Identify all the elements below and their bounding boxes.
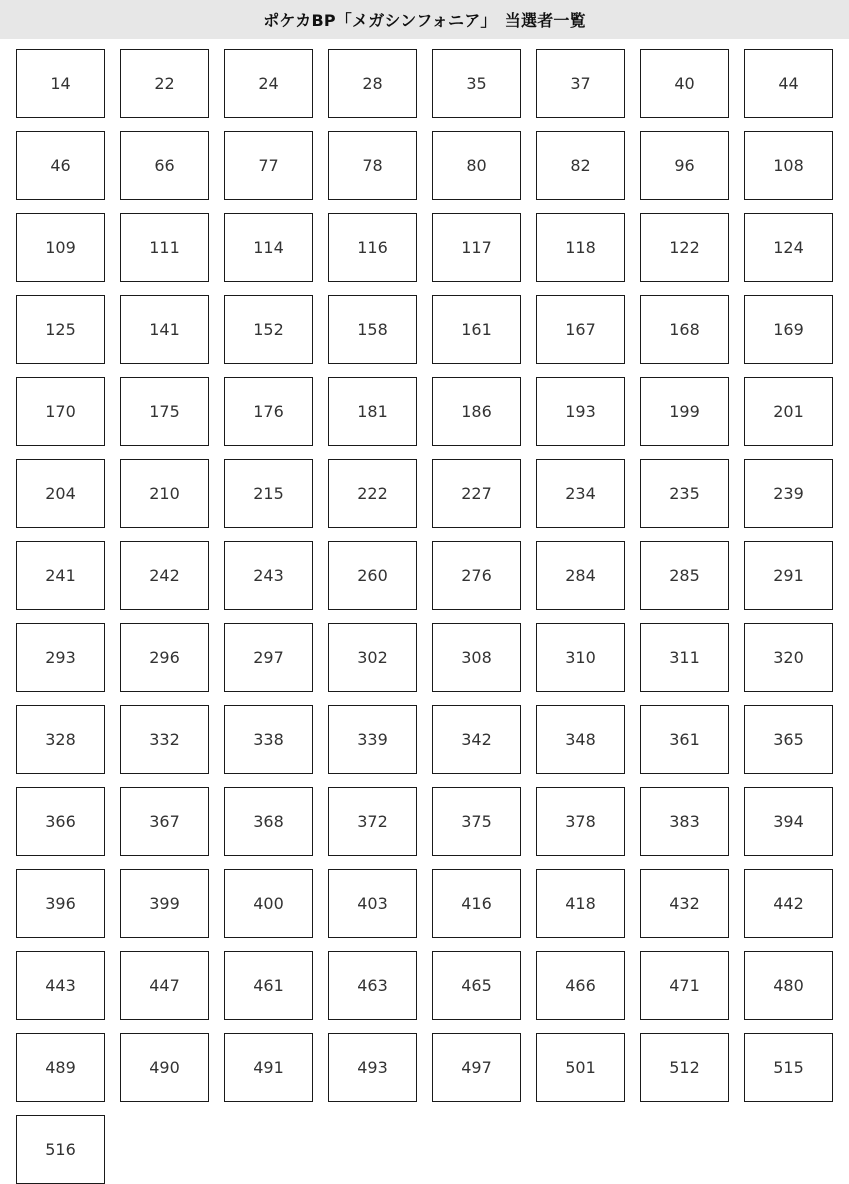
winner-number-cell: 241 xyxy=(16,541,105,610)
page-header xyxy=(0,0,849,39)
winner-number-cell: 491 xyxy=(224,1033,313,1102)
winner-number-cell: 78 xyxy=(328,131,417,200)
winner-number-cell: 497 xyxy=(432,1033,521,1102)
winner-number-cell: 141 xyxy=(120,295,209,364)
winner-number-cell: 210 xyxy=(120,459,209,528)
winner-number-cell: 399 xyxy=(120,869,209,938)
winner-number-cell: 443 xyxy=(16,951,105,1020)
winner-number-cell: 339 xyxy=(328,705,417,774)
winner-number-cell: 367 xyxy=(120,787,209,856)
winner-number-cell: 158 xyxy=(328,295,417,364)
winner-number-cell: 361 xyxy=(640,705,729,774)
winner-number-cell: 396 xyxy=(16,869,105,938)
winner-number-cell: 170 xyxy=(16,377,105,446)
winner-number-cell: 114 xyxy=(224,213,313,282)
winner-number-cell: 501 xyxy=(536,1033,625,1102)
winner-number-cell: 383 xyxy=(640,787,729,856)
winner-number-cell: 46 xyxy=(16,131,105,200)
winner-number-cell: 215 xyxy=(224,459,313,528)
winner-number-cell: 375 xyxy=(432,787,521,856)
winner-number-cell: 167 xyxy=(536,295,625,364)
winner-number-cell: 243 xyxy=(224,541,313,610)
winner-number-cell: 124 xyxy=(744,213,833,282)
winner-number-cell: 44 xyxy=(744,49,833,118)
winner-number-cell: 418 xyxy=(536,869,625,938)
winner-number-cell: 466 xyxy=(536,951,625,1020)
winner-number-cell: 297 xyxy=(224,623,313,692)
winner-number-cell: 186 xyxy=(432,377,521,446)
winner-number-cell: 14 xyxy=(16,49,105,118)
winner-number-cell: 463 xyxy=(328,951,417,1020)
winner-number-cell: 199 xyxy=(640,377,729,446)
winner-number-cell: 493 xyxy=(328,1033,417,1102)
winner-number-cell: 342 xyxy=(432,705,521,774)
winner-number-cell: 35 xyxy=(432,49,521,118)
winner-number-cell: 37 xyxy=(536,49,625,118)
winner-number-cell: 227 xyxy=(432,459,521,528)
winner-number-cell: 378 xyxy=(536,787,625,856)
winner-number-cell: 116 xyxy=(328,213,417,282)
winner-number-grid xyxy=(16,49,833,1184)
page-title: ポケカBP「メガシンフォニア」 当選者一覧 xyxy=(263,11,586,30)
winner-number-cell: 175 xyxy=(120,377,209,446)
winner-number-cell: 296 xyxy=(120,623,209,692)
winner-number-cell: 516 xyxy=(16,1115,105,1184)
winner-number-cell: 260 xyxy=(328,541,417,610)
winner-number-cell: 338 xyxy=(224,705,313,774)
winner-number-cell: 96 xyxy=(640,131,729,200)
winner-number-cell: 328 xyxy=(16,705,105,774)
winner-number-cell: 394 xyxy=(744,787,833,856)
winner-number-cell: 108 xyxy=(744,131,833,200)
winner-number-cell: 22 xyxy=(120,49,209,118)
winner-number-cell: 368 xyxy=(224,787,313,856)
winner-number-cell: 432 xyxy=(640,869,729,938)
winner-number-cell: 302 xyxy=(328,623,417,692)
winner-number-cell: 201 xyxy=(744,377,833,446)
winner-number-cell: 111 xyxy=(120,213,209,282)
winner-number-cell: 480 xyxy=(744,951,833,1020)
winner-number-cell: 122 xyxy=(640,213,729,282)
winner-number-cell: 348 xyxy=(536,705,625,774)
winner-number-cell: 77 xyxy=(224,131,313,200)
winner-number-cell: 242 xyxy=(120,541,209,610)
winner-number-cell: 193 xyxy=(536,377,625,446)
winner-number-cell: 291 xyxy=(744,541,833,610)
winner-number-cell: 168 xyxy=(640,295,729,364)
winner-number-cell: 366 xyxy=(16,787,105,856)
winner-number-cell: 239 xyxy=(744,459,833,528)
winner-number-cell: 515 xyxy=(744,1033,833,1102)
winner-number-cell: 332 xyxy=(120,705,209,774)
winner-number-cell: 490 xyxy=(120,1033,209,1102)
winner-number-cell: 176 xyxy=(224,377,313,446)
winner-number-cell: 118 xyxy=(536,213,625,282)
winner-number-cell: 235 xyxy=(640,459,729,528)
winner-number-cell: 204 xyxy=(16,459,105,528)
winner-number-cell: 471 xyxy=(640,951,729,1020)
winner-number-cell: 465 xyxy=(432,951,521,1020)
winner-number-cell: 308 xyxy=(432,623,521,692)
winner-number-cell: 181 xyxy=(328,377,417,446)
winner-number-cell: 310 xyxy=(536,623,625,692)
winner-number-cell: 489 xyxy=(16,1033,105,1102)
winner-number-cell: 66 xyxy=(120,131,209,200)
winner-number-cell: 365 xyxy=(744,705,833,774)
winner-number-cell: 442 xyxy=(744,869,833,938)
winner-number-cell: 117 xyxy=(432,213,521,282)
winner-number-cell: 222 xyxy=(328,459,417,528)
winner-number-cell: 311 xyxy=(640,623,729,692)
winner-number-cell: 82 xyxy=(536,131,625,200)
winner-number-cell: 125 xyxy=(16,295,105,364)
winner-number-cell: 416 xyxy=(432,869,521,938)
winner-number-cell: 512 xyxy=(640,1033,729,1102)
winner-number-cell: 293 xyxy=(16,623,105,692)
winner-number-cell: 28 xyxy=(328,49,417,118)
winner-number-cell: 447 xyxy=(120,951,209,1020)
winner-number-cell: 320 xyxy=(744,623,833,692)
winner-number-cell: 276 xyxy=(432,541,521,610)
winner-number-cell: 372 xyxy=(328,787,417,856)
winner-number-cell: 40 xyxy=(640,49,729,118)
winner-number-cell: 234 xyxy=(536,459,625,528)
winner-number-cell: 152 xyxy=(224,295,313,364)
winner-number-cell: 284 xyxy=(536,541,625,610)
winner-number-cell: 161 xyxy=(432,295,521,364)
winner-number-cell: 403 xyxy=(328,869,417,938)
winner-number-cell: 461 xyxy=(224,951,313,1020)
winner-number-cell: 24 xyxy=(224,49,313,118)
winner-number-cell: 80 xyxy=(432,131,521,200)
winner-number-cell: 169 xyxy=(744,295,833,364)
winner-number-cell: 400 xyxy=(224,869,313,938)
winner-number-cell: 109 xyxy=(16,213,105,282)
winner-number-cell: 285 xyxy=(640,541,729,610)
